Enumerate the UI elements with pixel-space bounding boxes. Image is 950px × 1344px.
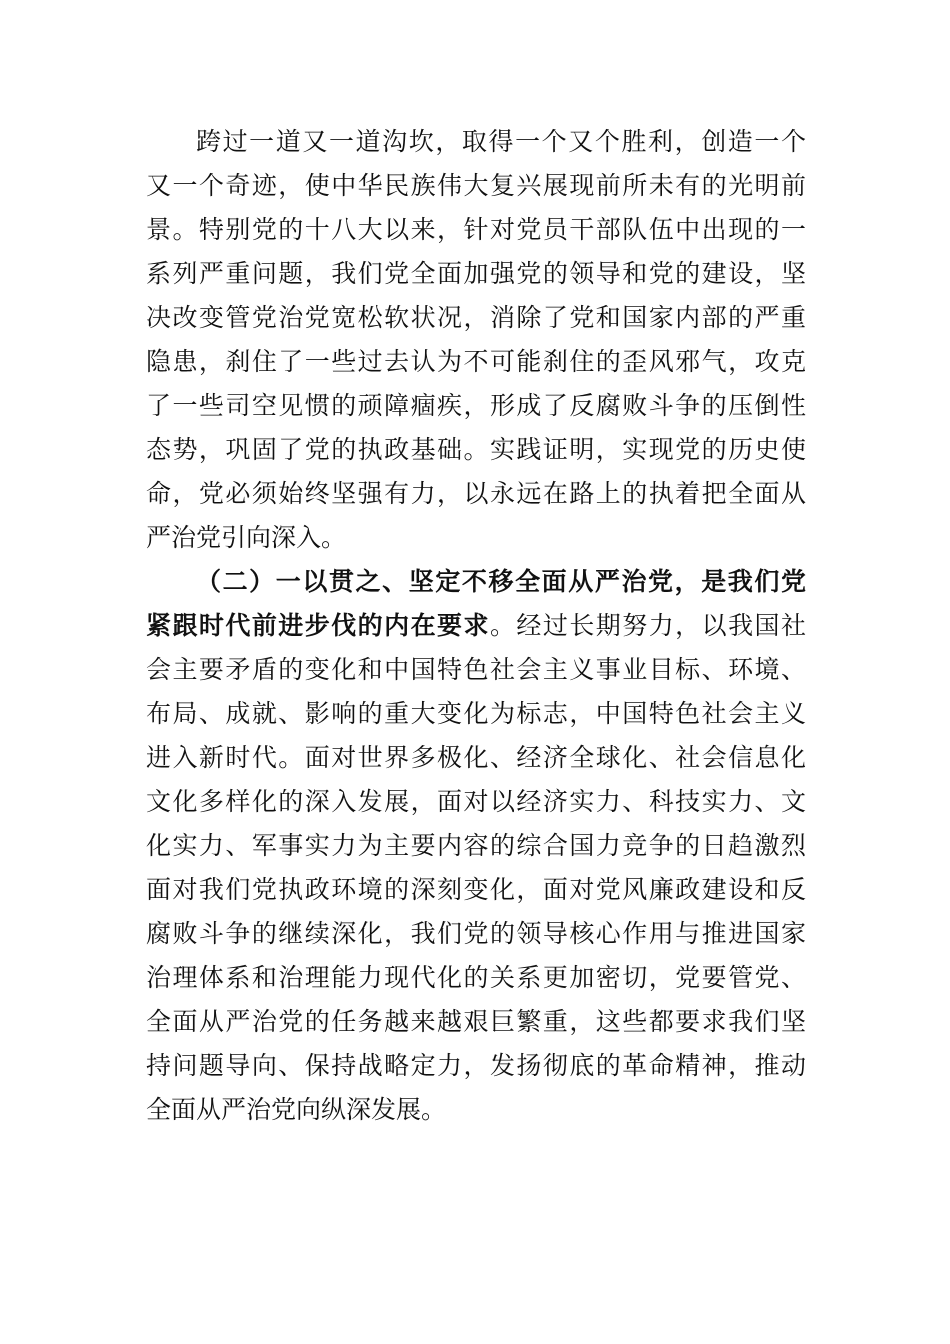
paragraph-line: 系列严重问题，我们党全面加强党的领导和党的建设，坚 [146,259,806,288]
paragraph-line: 了一些司空见惯的顽障痼疾，形成了反腐败斗争的压倒性 [146,391,806,420]
paragraph-line: 跨过一道又一道沟坎，取得一个又个胜利，创造一个 [196,127,806,156]
paragraph-text: 。经过长期努力，以我国社 [489,611,806,640]
paragraph-line: 命，党必须始终坚强有力，以永远在路上的执着把全面从 [146,479,806,508]
paragraph-line: 布局、成就、影响的重大变化为标志，中国特色社会主义 [146,699,806,728]
section-heading: （二）一以贯之、坚定不移全面从严治党，是我们党 [196,567,806,596]
paragraph-line: 腐败斗争的继续深化，我们党的领导核心作用与推进国家 [146,919,806,948]
paragraph-line: 会主要矛盾的变化和中国特色社会主义事业目标、环境、 [146,655,806,684]
paragraph-line: 全面从严治党向纵深发展。 [146,1095,447,1124]
paragraph-line: 治理体系和治理能力现代化的关系更加密切，党要管党、 [146,963,806,992]
paragraph-line: 又一个奇迹，使中华民族伟大复兴展现前所未有的光明前 [146,171,806,200]
paragraph-line: 决改变管党治党宽松软状况，消除了党和国家内部的严重 [146,303,806,332]
paragraph-line: 面对我们党执政环境的深刻变化，面对党风廉政建设和反 [146,875,806,904]
paragraph-line: 进入新时代。面对世界多极化、经济全球化、社会信息化 [146,743,806,772]
paragraph-line: 持问题导向、保持战略定力，发扬彻底的革命精神，推动 [146,1051,806,1080]
paragraph-line: 全面从严治党的任务越来越艰巨繁重，这些都要求我们坚 [146,1007,806,1036]
paragraph-line-mixed [146,604,806,648]
paragraph-line: 严治党引向深入。 [146,523,347,552]
paragraph-line: 隐患，刹住了一些过去认为不可能刹住的歪风邪气，攻克 [146,347,806,376]
section-heading-continued: 紧跟时代前进步伐的内在要求 [146,611,490,640]
paragraph-line: 化实力、军事实力为主要内容的综合国力竞争的日趋激烈 [146,831,806,860]
paragraph-line: 景。特别党的十八大以来，针对党员干部队伍中出现的一 [146,215,806,244]
paragraph-line: 态势，巩固了党的执政基础。实践证明，实现党的历史使 [146,435,806,464]
paragraph-line: 文化多样化的深入发展，面对以经济实力、科技实力、文 [146,787,806,816]
